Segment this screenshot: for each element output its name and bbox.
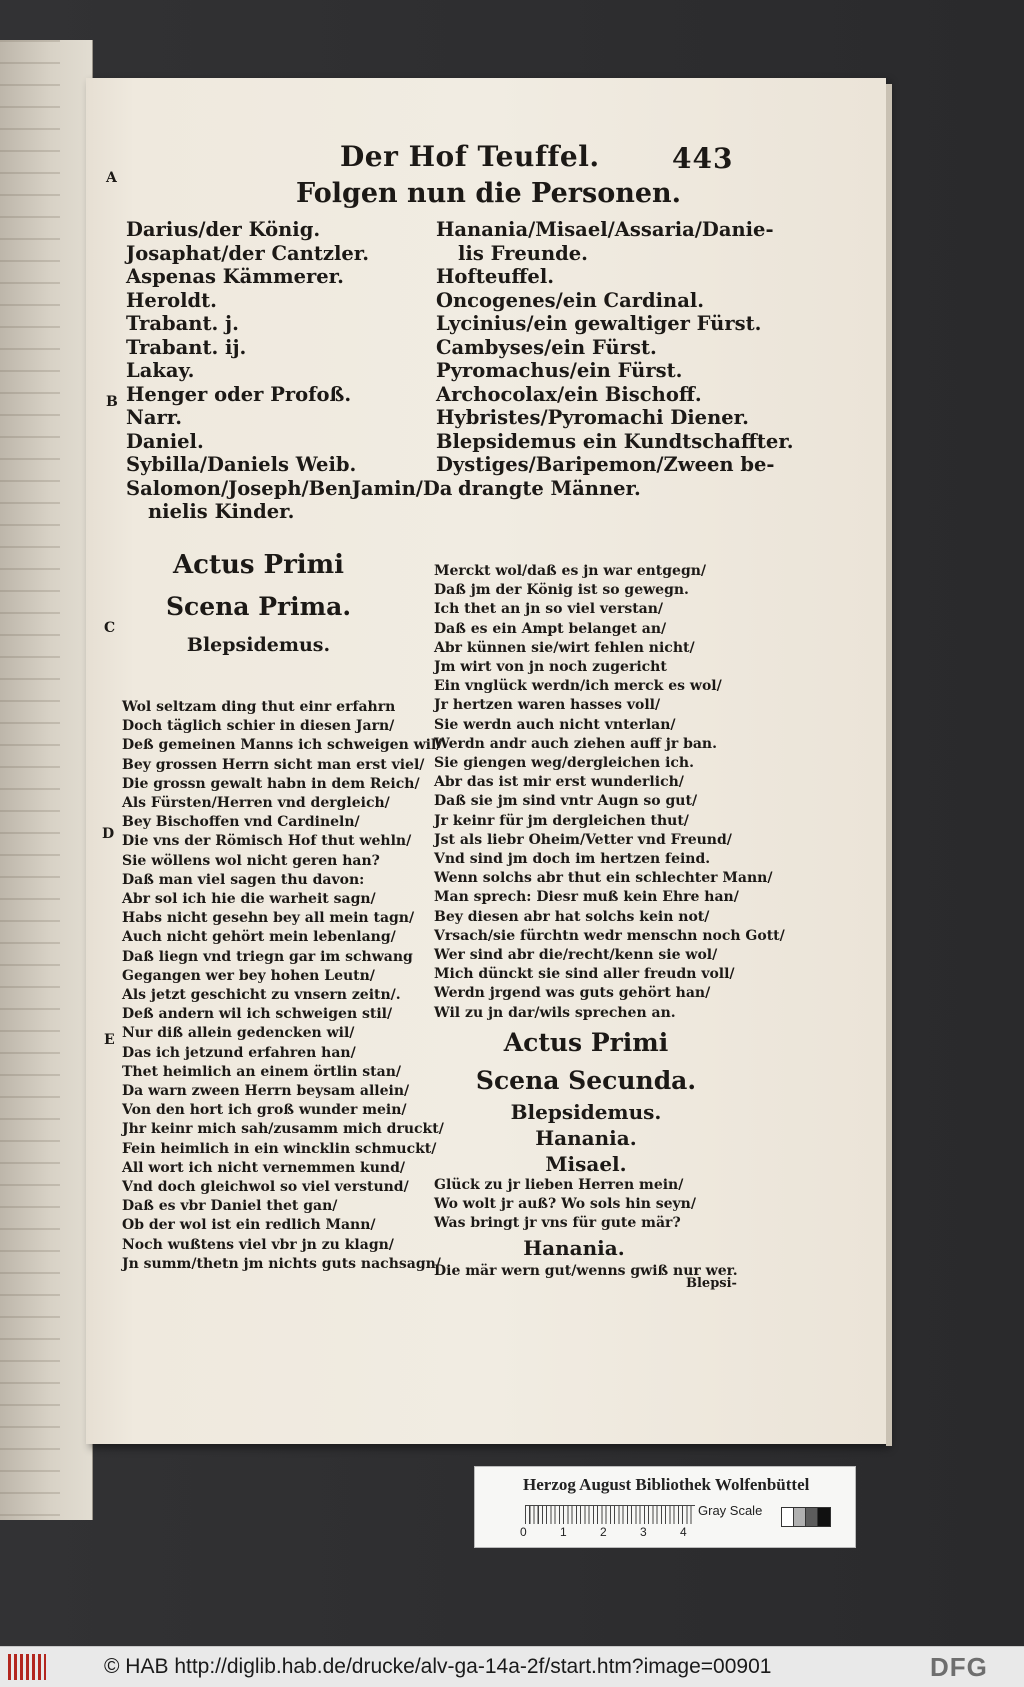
verse-line: Gegangen wer bey hohen Leutn/	[122, 967, 375, 984]
speaker-hanania-2: Hanania.	[523, 1235, 625, 1260]
verse-line: Jr hertzen waren hasses voll/	[434, 697, 661, 714]
gray-swatch	[817, 1507, 831, 1527]
verse-line: Jr keinr für jm dergleichen thut/	[434, 812, 689, 829]
character-entry: Trabant. j.	[126, 312, 239, 335]
verse-line: Glück zu jr lieben Herren mein/	[434, 1177, 684, 1193]
scene2-act-heading: Actus Primi	[503, 1028, 669, 1057]
character-entry: Lakay.	[126, 359, 195, 382]
signature-mark-b: B	[106, 394, 118, 410]
verse-line: Wol seltzam ding thut einr erfahrn	[122, 699, 396, 715]
verse-line: Sie wöllens wol nicht geren han?	[122, 852, 380, 869]
verse-line: Man sprech: Diesr muß kein Ehre han/	[434, 889, 739, 906]
verse-line: All wort ich nicht vernemmen kund/	[122, 1159, 405, 1176]
character-entry: Hofteuffel.	[436, 265, 555, 288]
verse-line: Wer sind abr die/recht/kenn sie wol/	[434, 947, 718, 964]
signature-mark-e: E	[104, 1032, 115, 1048]
verse-line: Daß jm der König ist so gewegn.	[434, 582, 689, 599]
gray-scale-label: Gray Scale	[698, 1503, 763, 1518]
verse-line: Mich dünckt sie sind aller freudn voll/	[434, 966, 735, 983]
hab-logo-icon	[8, 1654, 46, 1680]
verse-line: Wil zu jn dar/wils sprechen an.	[434, 1004, 676, 1021]
verse-line: Wenn solchs abr thut ein schlechter Mann/	[434, 870, 773, 887]
previous-page-edge	[0, 40, 93, 1520]
persons-heading: Folgen nun die Personen.	[296, 178, 682, 209]
character-entry: Daniel.	[126, 429, 204, 453]
copyright-link[interactable]: © HAB http://diglib.hab.de/drucke/alv-ga-14a-2f/start.htm?image=00901	[104, 1655, 772, 1678]
character-entry: Dystiges/Baripemon/Zween be-	[436, 453, 775, 476]
verse-line: Die mär wern gut/wenns gwiß nur wer.	[434, 1262, 738, 1279]
scene2-verse	[434, 1176, 738, 1281]
page-number: 443	[672, 142, 734, 175]
speaker-hanania: Hanania.	[535, 1126, 637, 1150]
signature-mark-a: A	[106, 170, 117, 186]
color-calibration-bar	[474, 1466, 856, 1548]
verse-line: Noch wußtens viel vbr jn zu klagn/	[122, 1236, 394, 1253]
verse-line: Was bringt jr vns für gute mär?	[434, 1215, 681, 1232]
scene2-speakers	[456, 1100, 716, 1176]
verse-line: Ich thet an jn so viel verstan/	[434, 601, 664, 618]
verse-line: Als Fürsten/Herren vnd dergleich/	[122, 795, 390, 812]
verse-line: Bey Bischoffen vnd Cardineln/	[122, 814, 360, 831]
verse-line: Bey diesen abr hat solchs kein not/	[434, 908, 710, 925]
verse-line: Wo wolt jr auß? Wo sols hin seyn/	[434, 1196, 696, 1213]
scene1-scene-heading: Scena Prima.	[165, 592, 352, 621]
character-entry: lis Freunde.	[458, 241, 588, 265]
verse-line: Habs nicht gesehn bey all mein tagn/	[122, 910, 415, 927]
scale-number: 2	[600, 1525, 607, 1539]
scene1-verse-right	[434, 562, 785, 1023]
verse-line: Deß andern wil ich schweigen stil/	[122, 1006, 393, 1023]
character-entry: Archocolax/ein Bischoff.	[436, 382, 702, 406]
character-entry: Oncogenes/ein Cardinal.	[436, 288, 705, 312]
verse-line: Ein vnglück werdn/ich merck es wol/	[434, 678, 722, 695]
character-entry: Trabant. ij.	[126, 335, 247, 359]
scene1-speaker: Blepsidemus.	[186, 634, 331, 656]
institution-name: Herzog August Bibliothek Wolfenbüttel	[523, 1475, 810, 1494]
verse-line: Da warn zween Herrn beysam allein/	[122, 1083, 410, 1100]
page-edge	[886, 84, 892, 1446]
character-entry: Blepsidemus ein Kundtschaffter.	[436, 429, 794, 453]
verse-line: Jhr keinr mich sah/zusamm mich druckt/	[122, 1121, 444, 1138]
verse-line: Jn summ/thetn jm nichts guts nachsagn/	[122, 1255, 441, 1272]
character-entry: Narr.	[126, 406, 183, 429]
scale-ruler	[525, 1505, 695, 1524]
verse-line: Werdn jrgend was guts gehört han/	[434, 985, 711, 1002]
verse-line: Nur diß allein gedencken wil/	[122, 1025, 355, 1042]
speaker-blepsidemus: Blepsidemus.	[510, 1100, 662, 1124]
character-entry: Henger oder Profoß.	[126, 382, 352, 406]
scene1-act-heading: Actus Primi	[172, 550, 345, 580]
character-entry: drangte Männer.	[458, 476, 641, 500]
footer-bar	[0, 1646, 1024, 1687]
scene2-scene-heading: Scena Secunda.	[475, 1066, 697, 1095]
character-list-left	[126, 218, 452, 524]
verse-line: Bey grossen Herrn sicht man erst viel/	[122, 756, 425, 773]
verse-line: Vnd sind jm doch im hertzen feind.	[434, 851, 711, 868]
verse-line: Daß es ein Ampt belanget an/	[434, 620, 667, 637]
verse-line: Sie werdn auch nicht vnterlan/	[434, 716, 676, 733]
verse-line: Abr künnen sie/wirt fehlen nicht/	[434, 639, 695, 656]
verse-line: Ob der wol ist ein redlich Mann/	[122, 1217, 376, 1234]
verse-line: Abr sol ich hie die warheit sagn/	[122, 891, 376, 908]
scale-number: 4	[680, 1525, 687, 1539]
verse-line: Daß es vbr Daniel thet gan/	[122, 1198, 338, 1215]
character-entry: nielis Kinder.	[148, 500, 295, 523]
verse-line: Abr das ist mir erst wunderlich/	[434, 774, 684, 791]
scale-number: 1	[560, 1525, 567, 1539]
verse-line: Die grossn gewalt habn in dem Reich/	[122, 775, 420, 792]
verse-line: Die vns der Römisch Hof thut wehln/	[122, 833, 412, 850]
character-entry: Pyromachus/ein Fürst.	[436, 359, 683, 382]
character-entry: Darius/der König.	[126, 218, 321, 241]
speaker-misael: Misael.	[545, 1152, 627, 1176]
character-list-right	[436, 218, 794, 500]
book-page	[86, 78, 886, 1444]
verse-line: Merckt wol/daß es jn war entgegn/	[434, 563, 707, 579]
verse-line: Deß gemeinen Manns ich schweigen wil/	[122, 737, 442, 754]
character-entry: Heroldt.	[126, 288, 217, 312]
verse-line: Sie giengen weg/dergleichen ich.	[434, 755, 694, 772]
character-entry: Salomon/Joseph/BenJamin/Da	[126, 476, 453, 500]
previous-page-text-strip	[0, 40, 60, 1520]
verse-line: Als jetzt geschicht zu vnsern zeitn/.	[122, 987, 401, 1004]
verse-line: Daß liegn vnd triegn gar im schwang	[122, 948, 413, 965]
character-entry: Cambyses/ein Fürst.	[436, 335, 657, 359]
scene1-verse-left	[122, 698, 444, 1274]
character-entry: Aspenas Kämmerer.	[126, 265, 344, 288]
verse-line: Fein heimlich in ein wincklin schmuckt/	[122, 1140, 437, 1157]
verse-line: Thet heimlich an einem örtlin stan/	[122, 1063, 401, 1080]
scale-number: 3	[640, 1525, 647, 1539]
verse-line: Von den hort ich groß wunder mein/	[122, 1102, 407, 1119]
scale-number: 0	[520, 1525, 527, 1539]
catchword: Blepsi-	[686, 1276, 737, 1291]
dfg-logo: DFG	[930, 1652, 988, 1682]
verse-line: Das ich jetzund erfahren han/	[122, 1044, 356, 1061]
verse-line: Doch täglich schier in diesen Jarn/	[122, 718, 395, 735]
character-entry: Lycinius/ein gewaltiger Fürst.	[436, 312, 762, 335]
verse-line: Vrsach/sie fürchtn wedr menschn noch Gott/	[434, 927, 785, 944]
signature-mark-c: C	[104, 620, 116, 636]
verse-line: Daß man viel sagen thu davon:	[122, 871, 365, 888]
verse-line: Jst als liebr Oheim/Vetter vnd Freund/	[434, 831, 732, 848]
verse-line: Jm wirt von jn noch zugericht	[434, 659, 667, 676]
verse-line: Auch nicht gehört mein lebenlang/	[122, 929, 396, 946]
verse-line: Vnd doch gleichwol so viel verstund/	[122, 1179, 409, 1196]
character-entry: Hanania/Misael/Assaria/Danie-	[436, 218, 774, 241]
signature-mark-d: D	[102, 826, 115, 842]
running-head: Der Hof Teuffel.	[340, 140, 600, 173]
character-entry: Sybilla/Daniels Weib.	[126, 453, 357, 476]
character-entry: Josaphat/der Cantzler.	[126, 241, 370, 265]
character-entry: Hybristes/Pyromachi Diener.	[436, 406, 749, 429]
verse-line: Werdn andr auch ziehen auff jr ban.	[434, 735, 717, 752]
verse-line: Daß sie jm sind vntr Augn so gut/	[434, 793, 698, 810]
